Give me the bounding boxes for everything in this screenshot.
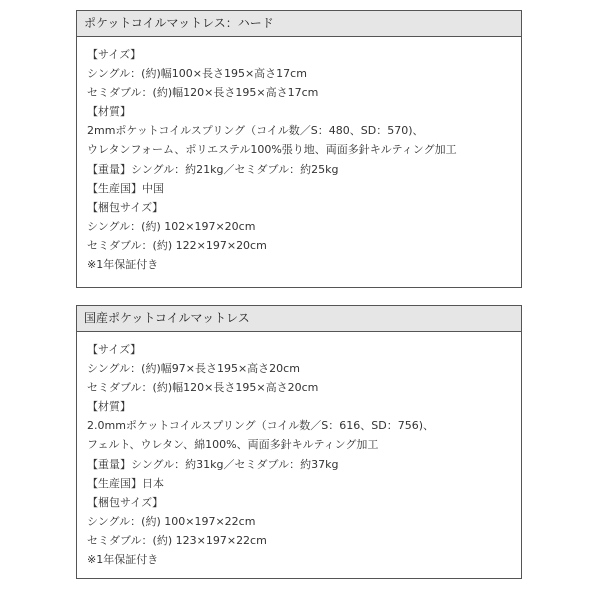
spec-line-material-coil: 2.0mmポケットコイルスプリング（コイル数／S：616、SD：756)、: [87, 419, 435, 433]
spec-line-size-single: シングル：(約)幅97×長さ195×高さ20cm: [87, 362, 300, 376]
spec-line-warranty: ※1年保証付き: [87, 258, 159, 272]
spec-line-material-fabric: ウレタンフォーム、ポリエステル100%張り地、両面多針キルティング加工: [87, 143, 457, 157]
spec-line-warranty: ※1年保証付き: [87, 553, 159, 567]
spec-line-weight: 【重量】シングル：約31kg／セミダブル：約37kg: [87, 457, 339, 471]
spec-list: [77, 37, 521, 274]
spec-line-material-fabric: フェルト、ウレタン、綿100%、両面多針キルティング加工: [87, 438, 379, 452]
spec-line-size-semidouble: セミダブル：(約)幅120×長さ195×高さ17cm: [87, 86, 319, 100]
spec-box-domestic-mattress: [76, 305, 522, 579]
spec-box-hard-mattress: [76, 10, 522, 288]
spec-box-title: 国産ポケットコイルマットレス: [77, 306, 521, 332]
spec-line-origin: 【生産国】中国: [87, 181, 164, 195]
spec-line-size-semidouble: セミダブル：(約)幅120×長さ195×高さ20cm: [87, 381, 319, 395]
spec-line-origin: 【生産国】日本: [87, 476, 164, 490]
spec-line-package-heading: 【梱包サイズ】: [87, 495, 164, 509]
spec-box-title: ポケットコイルマットレス：ハード: [77, 11, 521, 37]
spec-list: [77, 332, 521, 569]
spec-line-weight: 【重量】シングル：約21kg／セミダブル：約25kg: [87, 162, 339, 176]
spec-line-package-semidouble: セミダブル：(約) 123×197×22cm: [87, 533, 267, 547]
spec-line-material-coil: 2mmポケットコイルスプリング（コイル数／S：480、SD：570)、: [87, 124, 424, 138]
spec-line-size-heading: 【サイズ】: [87, 48, 142, 61]
spec-line-package-heading: 【梱包サイズ】: [87, 200, 164, 214]
spec-line-package-single: シングル：(約) 100×197×22cm: [87, 514, 256, 528]
spec-line-size-heading: 【サイズ】: [87, 343, 142, 356]
spec-line-package-semidouble: セミダブル：(約) 122×197×20cm: [87, 238, 267, 252]
spec-line-package-single: シングル：(約) 102×197×20cm: [87, 219, 256, 233]
spec-line-material-heading: 【材質】: [87, 105, 131, 119]
spec-line-size-single: シングル：(約)幅100×長さ195×高さ17cm: [87, 67, 307, 81]
spec-line-material-heading: 【材質】: [87, 400, 131, 414]
